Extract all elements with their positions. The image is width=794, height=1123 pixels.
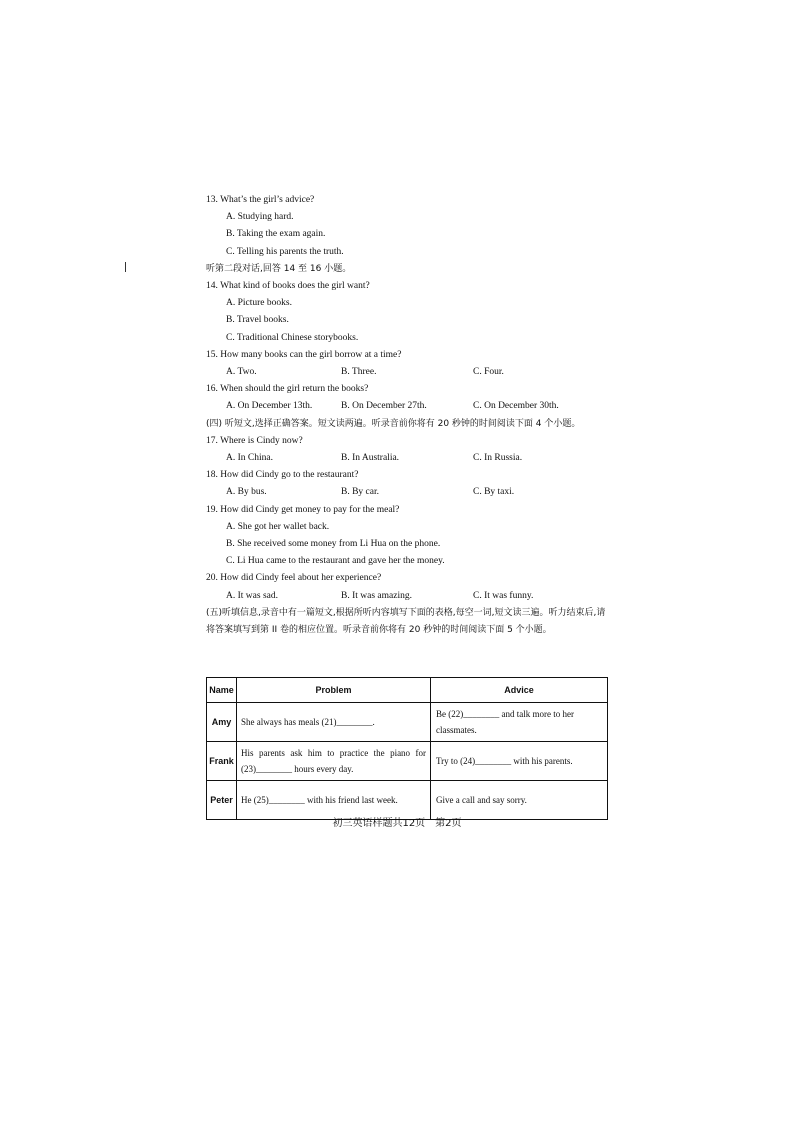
question-16-options	[206, 398, 608, 415]
header-advice: Advice	[431, 678, 608, 703]
question-15-stem: 15. How many books can the girl borrow at a time?	[206, 349, 402, 360]
question-16-stem: 16. When should the girl return the books?	[206, 384, 369, 395]
question-13-option-c: C. Telling his parents the truth.	[226, 246, 344, 257]
question-16-option-b: B. On December 27th.	[341, 401, 427, 412]
row-advice: Give a call and say sorry.	[431, 781, 608, 820]
section-5-instruction: (五)听填信息,录音中有一篇短文,根据所听内容填写下面的表格,每空一词,短文读三遍。听力结束后,请将答案填写到第 II 卷的相应位置。听录音前你将有 20 秒钟的时间阅读下面 5 个小题。	[206, 607, 606, 636]
section-4-instruction: (四) 听短文,选择正确答案。短文读两遍。听录音前你将有 20 秒钟的时间阅读下面 4 个小题。	[206, 418, 581, 429]
question-19-option-c: C. Li Hua came to the restaurant and gave her the money.	[226, 556, 445, 567]
question-16-option-a: A. On December 13th.	[226, 401, 313, 412]
question-18-stem: 18. How did Cindy go to the restaurant?	[206, 470, 359, 481]
question-14-stem: 14. What kind of books does the girl want?	[206, 281, 370, 292]
question-20-options	[206, 588, 608, 605]
row-advice: Try to (24)________ with his parents.	[431, 742, 608, 781]
question-17-option-a: A. In China.	[226, 453, 273, 464]
question-13-option-b: B. Taking the exam again.	[226, 229, 326, 240]
header-name: Name	[207, 678, 237, 703]
row-problem: He (25)________ with his friend last week.	[237, 781, 431, 820]
question-15-option-b: B. Three.	[341, 367, 377, 378]
row-name: Frank	[207, 742, 237, 781]
question-17-stem: 17. Where is Cindy now?	[206, 435, 303, 446]
question-20-option-a: A. It was sad.	[226, 590, 278, 601]
question-18-option-a: A. By bus.	[226, 487, 267, 498]
question-17-option-c: C. In Russia.	[473, 453, 523, 464]
question-15-option-a: A. Two.	[226, 367, 257, 378]
row-advice: Be (22)________ and talk more to her classmates.	[431, 703, 608, 742]
question-13-option-a: A. Studying hard.	[226, 212, 294, 223]
question-13-stem: 13. What’s the girl’s advice?	[206, 195, 315, 205]
question-18-option-b: B. By car.	[341, 487, 379, 498]
row-name: Peter	[207, 781, 237, 820]
question-18-option-c: C. By taxi.	[473, 487, 515, 498]
questions-area	[206, 192, 608, 639]
question-14-option-c: C. Traditional Chinese storybooks.	[226, 332, 359, 343]
question-16-option-c: C. On December 30th.	[473, 401, 559, 412]
question-15-option-c: C. Four.	[473, 367, 504, 378]
question-20-option-c: C. It was funny.	[473, 590, 534, 601]
question-19-option-a: A. She got her wallet back.	[226, 521, 330, 532]
row-problem: His parents ask him to practice the piano for (23)________ hours every day.	[237, 742, 431, 781]
table-row	[207, 742, 608, 781]
row-name: Amy	[207, 703, 237, 742]
scan-mark	[125, 262, 126, 272]
question-19-stem: 19. How did Cindy get money to pay for the meal?	[206, 504, 400, 515]
question-14-option-a: A. Picture books.	[226, 298, 292, 309]
question-15-options	[206, 364, 608, 381]
info-table	[206, 677, 608, 820]
table-row	[207, 703, 608, 742]
question-20-option-b: B. It was amazing.	[341, 590, 412, 601]
row-problem: She always has meals (21)________.	[237, 703, 431, 742]
question-14-option-b: B. Travel books.	[226, 315, 289, 326]
question-19-option-b: B. She received some money from Li Hua on the phone.	[226, 539, 441, 550]
section-dialog2-instruction: 听第二段对话,回答 14 至 16 小题。	[206, 263, 352, 274]
header-problem: Problem	[237, 678, 431, 703]
question-20-stem: 20. How did Cindy feel about her experience?	[206, 573, 382, 584]
page-footer: 初三英语样题共12页 第2页	[332, 818, 462, 829]
table-header-row	[207, 678, 608, 703]
question-18-options	[206, 484, 608, 501]
question-17-option-b: B. In Australia.	[341, 453, 400, 464]
question-17-options	[206, 450, 608, 467]
